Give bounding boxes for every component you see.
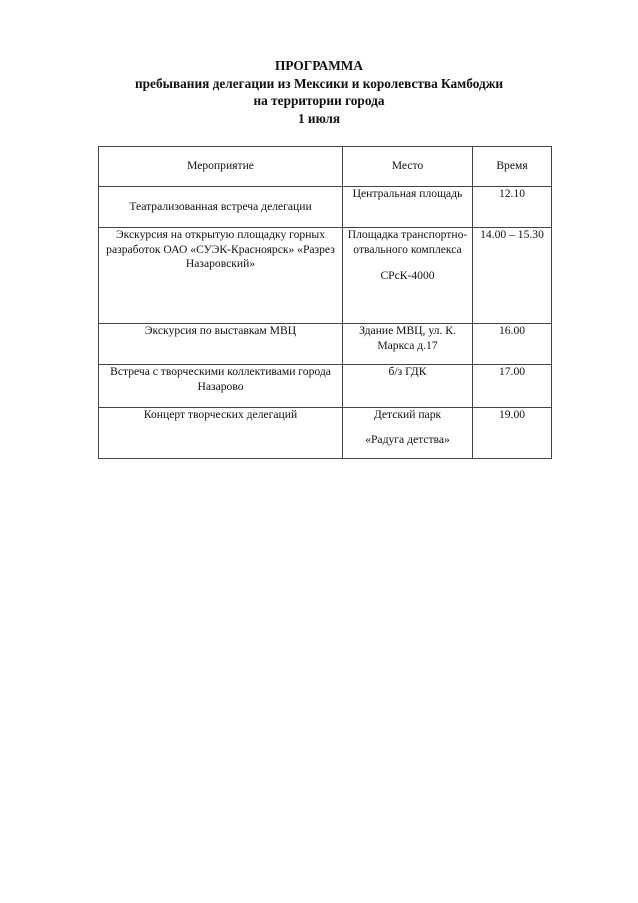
- event-cell: Концерт творческих делегаций: [99, 408, 343, 459]
- place-cell: Центральная площадь: [343, 187, 473, 228]
- place-cell: [343, 228, 473, 324]
- document-header: [0, 57, 638, 127]
- event-cell: Экскурсия по выставкам МВЦ: [99, 324, 343, 365]
- table-header-row: [99, 147, 552, 187]
- place-text: Площадка транспортно-отвального комплекса: [347, 228, 468, 256]
- column-header-event: Мероприятие: [99, 147, 343, 187]
- document-subtitle-delegation: пребывания делегации из Мексики и королевства Камбоджи: [134, 75, 503, 91]
- place-cell: б/з ГДК: [343, 365, 473, 408]
- column-header-time: Время: [473, 147, 552, 187]
- table-row: [99, 228, 552, 324]
- time-cell: 19.00: [473, 408, 552, 459]
- table-row: [99, 408, 552, 459]
- document-subtitle-territory: на территории города: [253, 93, 385, 109]
- table-row: [99, 365, 552, 408]
- place-cell: Здание МВЦ, ул. К. Маркса д.17: [343, 324, 473, 365]
- time-cell: 14.00 – 15.30: [473, 228, 552, 324]
- document-title: ПРОГРАММА: [275, 58, 363, 73]
- time-cell: 17.00: [473, 365, 552, 408]
- event-cell: Встреча с творческими коллективами города Назарово: [99, 365, 343, 408]
- time-cell: 16.00: [473, 324, 552, 365]
- place-extra-text: СРсК-4000: [380, 269, 435, 283]
- table-row: [99, 324, 552, 365]
- program-table: [98, 146, 552, 459]
- event-cell: Экскурсия на открытую площадку горных разработок ОАО «СУЭК-Красноярск» «Разрез Назаровский»: [99, 228, 343, 324]
- place-cell: [343, 408, 473, 459]
- event-cell: Театрализованная встреча делегации: [99, 187, 343, 228]
- time-cell: 12.10: [473, 187, 552, 228]
- document-date: 1 июля: [297, 110, 341, 126]
- column-header-place: Место: [343, 147, 473, 187]
- place-text: Детский парк: [373, 408, 442, 421]
- table-row: [99, 187, 552, 228]
- place-extra-text: «Радуга детства»: [365, 432, 450, 446]
